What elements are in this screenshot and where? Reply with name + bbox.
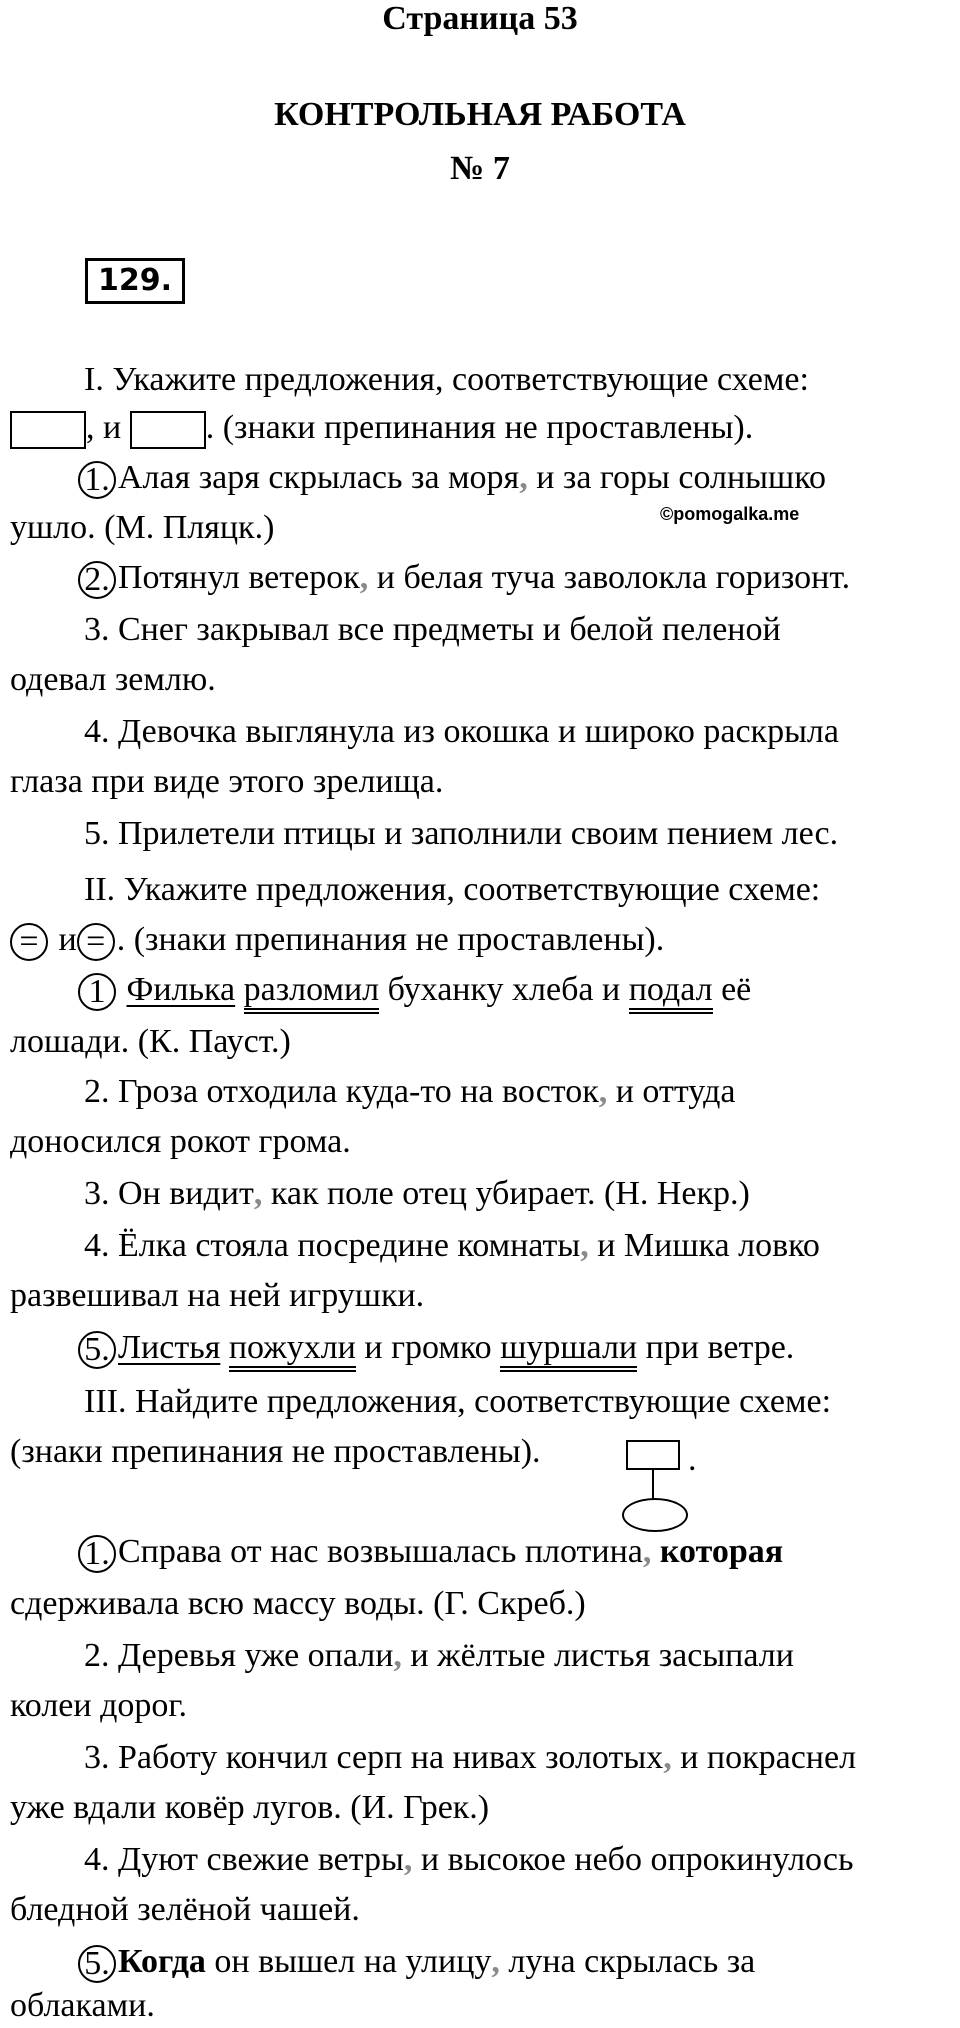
s1-item3: 3. Снег закрывал все предметы и белой пеленой xyxy=(84,611,781,648)
work-number: № 7 xyxy=(450,150,510,187)
circled-equals: = xyxy=(77,923,115,961)
s3-item4-cont: бледной зелёной чашей. xyxy=(10,1891,360,1928)
s3-item2-cont: колеи дорог. xyxy=(10,1687,188,1724)
s3-item1: 1. Справа от нас возвышалась плотина, которая xyxy=(84,1530,783,1574)
section3-note: (знаки препинания не проставлены). xyxy=(10,1433,541,1470)
s2-item2-cont: доносился рокот грома. xyxy=(10,1123,351,1160)
section2-heading: II. Укажите предложения, соответствующие схеме: xyxy=(84,871,821,908)
s1-item2: 2. Потянул ветерок, и белая туча заволокла горизонт. xyxy=(84,556,850,600)
section1-scheme: , и . (знаки препинания не проставлены). xyxy=(10,406,753,450)
s1-item5: 5. Прилетели птицы и заполнили своим пением лес. xyxy=(84,815,839,852)
scheme-clause-box xyxy=(10,411,86,449)
circled-number: 1 xyxy=(78,973,116,1011)
scheme-subordinate-oval xyxy=(622,1498,688,1532)
circled-number: 1. xyxy=(78,461,116,499)
s2-item4-cont: развешивал на ней игрушки. xyxy=(10,1277,425,1314)
s1-item1-cont: ушло. (М. Пляцк.) xyxy=(10,509,275,546)
circled-number: 5. xyxy=(78,1331,116,1369)
section3-heading: III. Найдите предложения, соответствующие схеме: xyxy=(84,1383,832,1420)
s3-item2: 2. Деревья уже опали, и жёлтые листья засыпали xyxy=(84,1637,794,1674)
page-title: Страница 53 xyxy=(382,0,578,37)
circled-number: 1. xyxy=(78,1535,116,1573)
s3-item5: 5. Когда он вышел на улицу, луна скрылась за xyxy=(84,1940,755,1984)
s2-item4: 4. Ёлка стояла посредине комнаты, и Мишка ловко xyxy=(84,1227,820,1264)
s3-item1-cont: сдерживала всю массу воды. (Г. Скреб.) xyxy=(10,1585,586,1622)
scheme-connector-line xyxy=(652,1468,654,1500)
scheme-main-clause-box xyxy=(626,1440,680,1470)
circled-number: 5. xyxy=(78,1945,116,1983)
s1-item4-cont: глаза при виде этого зрелища. xyxy=(10,763,444,800)
section2-scheme: = и = . (знаки препинания не проставлены). xyxy=(10,918,664,962)
s2-item3: 3. Он видит, как поле отец убирает. (Н. Некр.) xyxy=(84,1175,750,1212)
s2-item5: 5. Листья пожухли и громко шуршали при ветре. xyxy=(84,1326,794,1372)
s2-item1-cont: лошади. (К. Пауст.) xyxy=(10,1023,291,1060)
scheme-clause-box xyxy=(130,411,206,449)
circled-number: 2. xyxy=(78,561,116,599)
s1-item1: 1. Алая заря скрылась за моря, и за горы солнышко xyxy=(84,456,826,500)
s3-item4: 4. Дуют свежие ветры, и высокое небо опрокинулось xyxy=(84,1841,854,1878)
watermark: ©pomogalka.me xyxy=(660,504,800,524)
s2-item2: 2. Гроза отходила куда-то на восток, и оттуда xyxy=(84,1073,736,1110)
scheme-period: . xyxy=(688,1441,697,1478)
s1-item3-cont: одевал землю. xyxy=(10,661,216,698)
task-number-box: 129. xyxy=(85,258,185,304)
section1-heading: I. Укажите предложения, соответствующие схеме: xyxy=(84,361,809,398)
s3-item3-cont: уже вдали ковёр лугов. (И. Грек.) xyxy=(10,1789,490,1826)
work-title: КОНТРОЛЬНАЯ РАБОТА xyxy=(274,96,686,133)
s1-item4: 4. Девочка выглянула из окошка и широко раскрыла xyxy=(84,713,839,750)
s2-item1: 1 Филька разломил буханку хлеба и подал её xyxy=(84,968,751,1014)
circled-equals: = xyxy=(10,923,48,961)
s3-item5-cont: облаками. xyxy=(10,1987,155,2024)
s3-item3: 3. Работу кончил серп на нивах золотых, и покраснел xyxy=(84,1739,857,1776)
